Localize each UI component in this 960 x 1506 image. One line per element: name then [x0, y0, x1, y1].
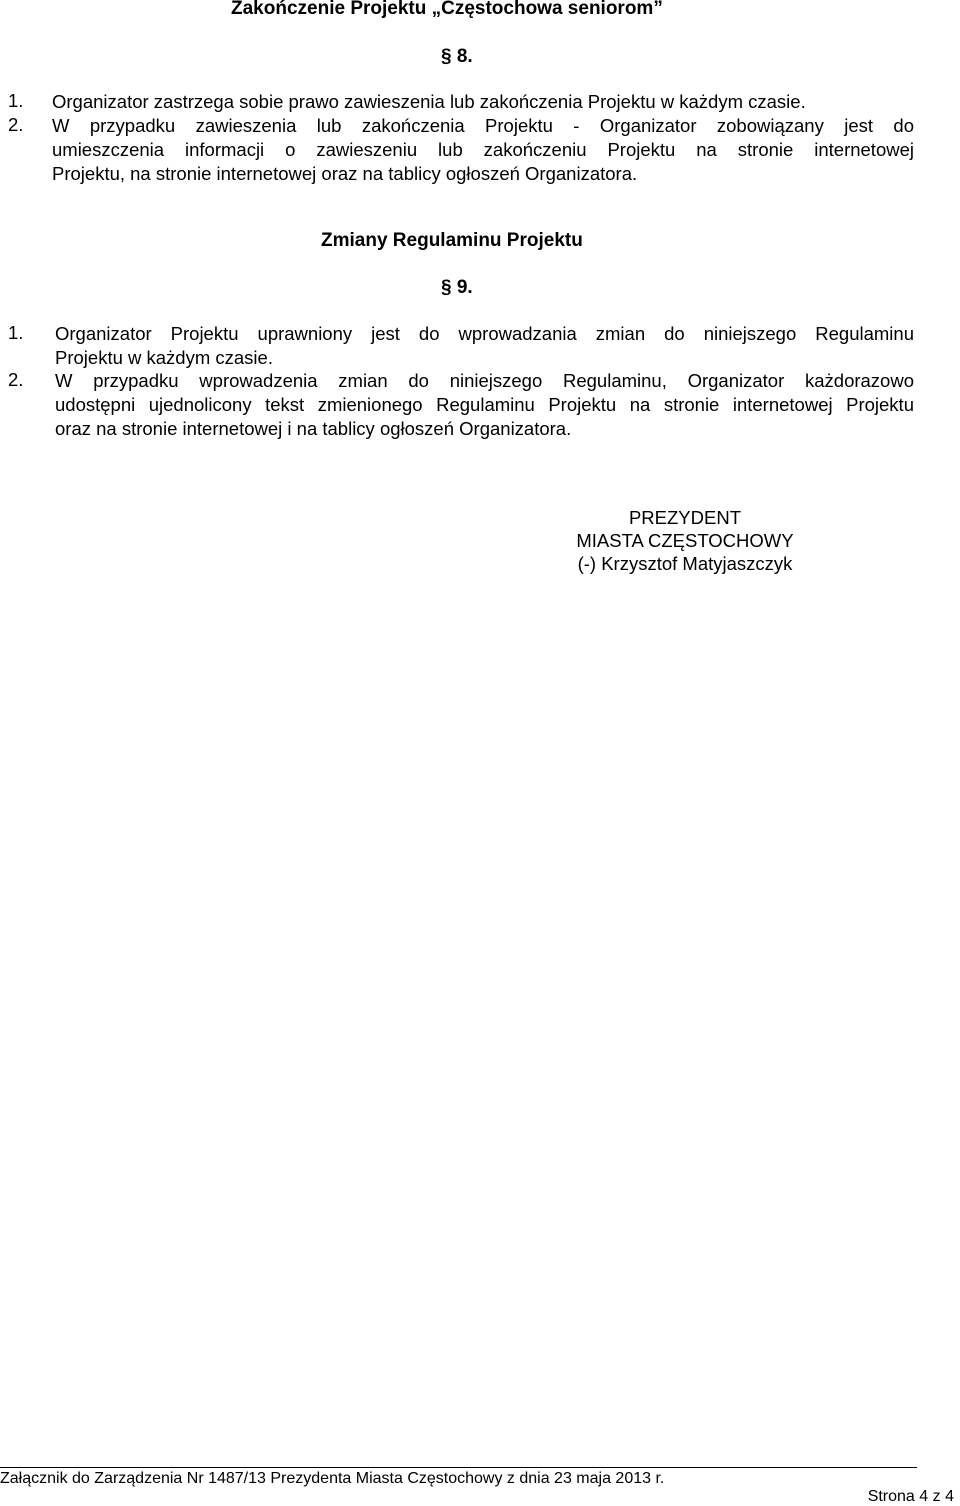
signature-title: PREZYDENT	[628, 507, 742, 528]
text-line: oraz na stronie internetowej i na tablicy ogłoszeń Organizatora.	[55, 418, 572, 439]
section-9-title: Zmiany Regulaminu Projektu	[321, 230, 583, 251]
footer-divider	[0, 1467, 917, 1468]
page-label: Strona	[867, 1488, 915, 1505]
section-8-title: Zakończenie Projektu „Częstochowa seniorom”	[231, 0, 663, 19]
page-current: 4	[919, 1488, 929, 1505]
footer-attachment-note: Załącznik do Zarządzenia Nr 1487/13 Prezydenta Miasta Częstochowy z dnia 23 maja 2013 r.	[0, 1470, 665, 1487]
section-8-mark: § 8.	[441, 46, 473, 67]
section-9-item-1-number: 1.	[8, 322, 24, 343]
section-8-item-1-text	[52, 90, 914, 114]
section-8-item-1-number: 1.	[8, 90, 24, 111]
signature-office: MIASTA CZĘSTOCHOWY	[576, 530, 794, 551]
text-line: W przypadku zawieszenia lub zakończenia Projektu - Organizator zobowiązany jest do	[52, 115, 914, 136]
section-9-mark: § 9.	[441, 277, 473, 298]
text-line: umieszczenia informacji o zawieszeniu lub zakończeniu Projektu na stronie internetowej	[52, 139, 914, 160]
text-line: Organizator zastrzega sobie prawo zawieszenia lub zakończenia Projektu w każdym czasie.	[52, 91, 806, 112]
section-8-item-2-number: 2.	[8, 114, 24, 135]
text-line: W przypadku wprowadzenia zmian do niniejszego Regulaminu, Organizator każdorazowo	[55, 370, 914, 391]
section-8-item-2-text	[52, 114, 914, 186]
page-separator: z	[932, 1488, 941, 1505]
section-9-item-1-text	[55, 322, 914, 370]
text-line: udostępni ujednolicony tekst zmienionego Regulaminu Projektu na stronie internetowej Projektu	[55, 394, 914, 415]
section-9-item-2-text	[55, 369, 914, 441]
page-number	[868, 1488, 954, 1506]
signature-block	[560, 506, 810, 575]
signature-name: (-) Krzysztof Matyjaszczyk	[577, 553, 793, 574]
page-total: 4	[945, 1488, 954, 1505]
section-9-item-2-number: 2.	[8, 369, 24, 390]
text-line: Organizator Projektu uprawniony jest do wprowadzania zmian do niniejszego Regulaminu	[55, 323, 914, 344]
text-line: Projektu w każdym czasie.	[55, 347, 273, 368]
text-line: Projektu, na stronie internetowej oraz na tablicy ogłoszeń Organizatora.	[52, 163, 638, 184]
